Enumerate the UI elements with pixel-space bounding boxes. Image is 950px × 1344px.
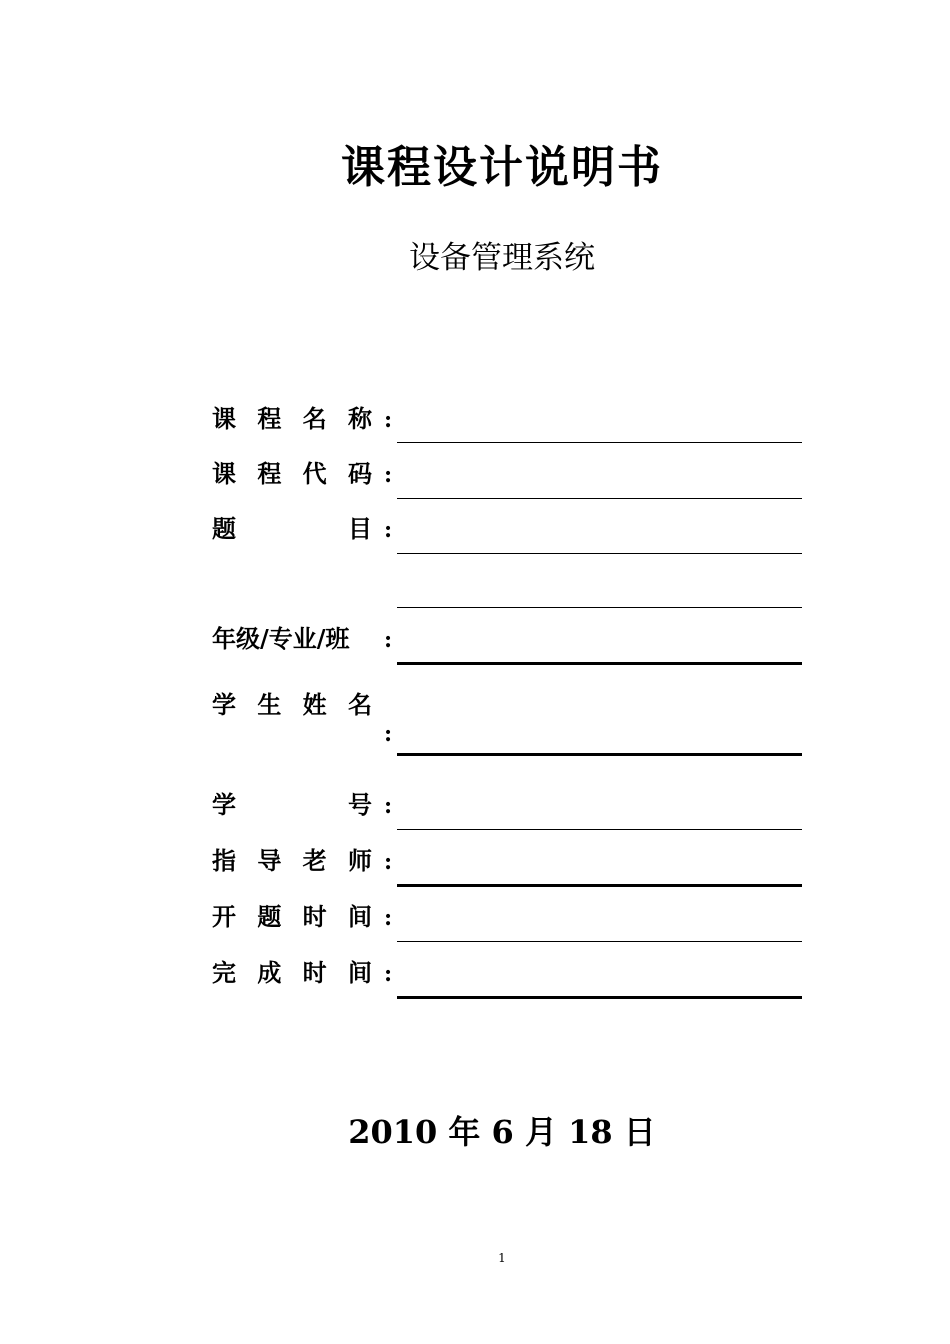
document-title: 课程设计说明书 [341,142,663,193]
field-colon: : [384,407,393,433]
topic-blank-line-second [397,607,802,608]
field-colon: : [384,721,393,747]
field-label-course-name: 课 程 名 称 [212,404,372,433]
document-date: 2010 年 6 月 18 日 [348,1113,656,1151]
field-colon: : [384,793,393,819]
field-label-start-date: 开 题 时 间 [212,902,372,931]
completion-date-blank-line [397,996,802,999]
field-label-course-code: 课 程 代 码 [212,459,372,488]
page-number: 1 [498,1251,506,1265]
advisor-blank-line [397,884,802,887]
grade-major-class-blank-line [397,662,802,665]
course-name-blank-line [397,442,802,443]
field-colon: : [384,961,393,987]
document-subtitle: 设备管理系统 [409,240,595,276]
field-colon: : [384,905,393,931]
student-id-blank-line [397,829,802,830]
field-colon: : [384,849,393,875]
field-label-student-id: 学 号 [212,790,372,819]
field-label-completion-date: 完 成 时 间 [212,958,372,987]
field-colon: : [384,462,393,488]
student-name-blank-line [397,753,802,756]
start-date-blank-line [397,941,802,942]
field-label-advisor: 指 导 老 师 [212,846,372,875]
field-colon: : [384,517,393,543]
field-label-topic: 题 目 [212,514,372,543]
field-label-grade-major-class: 年级/专业/班 [212,624,350,653]
field-colon: : [384,627,393,653]
course-code-blank-line [397,498,802,499]
topic-blank-line [397,553,802,554]
field-label-student-name: 学 生 姓 名 [212,690,372,719]
